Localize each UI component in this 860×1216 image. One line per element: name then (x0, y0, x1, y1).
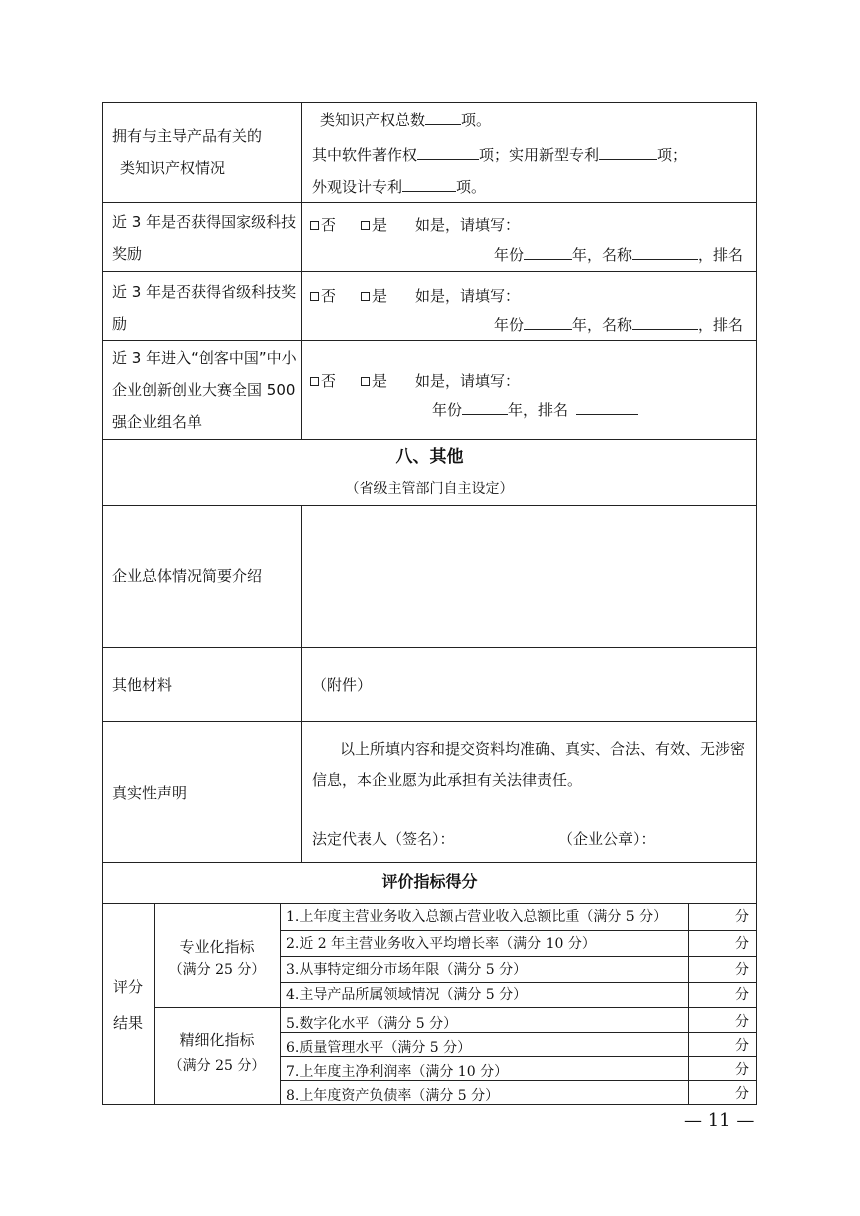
maker-china-label: 企业创新创业大赛全国 500 (112, 381, 296, 399)
score-item: 2.近 2 年主营业务收入平均增长率（满分 10 分） (286, 936, 596, 952)
group-name: 专业化指标 (179, 938, 255, 956)
row-line (102, 102, 757, 103)
section-title: 八、其他 (395, 447, 464, 467)
maker-china-detail: 年份 年，排名 (432, 400, 638, 419)
ip-total-line: 类知识产权总数 项。 (320, 111, 492, 129)
software-copyright-field[interactable] (417, 145, 479, 160)
ip-design-line: 外观设计专利 项。 (312, 178, 487, 196)
score-value-cell[interactable]: 分 (735, 1086, 749, 1102)
group-max: （满分 25 分） (168, 1058, 266, 1074)
score-value-cell[interactable]: 分 (735, 1014, 749, 1030)
score-value-cell[interactable]: 分 (735, 987, 749, 1003)
checkbox-no[interactable] (310, 221, 319, 230)
other-materials-label: 其他材料 (112, 676, 173, 694)
provincial-award-options: 否 是 如是，请填写： (310, 287, 520, 305)
overview-input[interactable] (302, 506, 756, 647)
checkbox-no[interactable] (310, 292, 319, 301)
maker-china-options: 否 是 如是，请填写： (310, 372, 520, 390)
page-number: — 11 — (684, 1110, 755, 1131)
national-award-detail: 年份 年，名称 ，排名 (494, 246, 744, 264)
section-subtitle: （省级主管部门自主设定） (345, 481, 514, 497)
row-line (102, 340, 757, 341)
row-line (102, 202, 757, 203)
provincial-award-label: 近 3 年是否获得省级科技奖 (112, 283, 297, 301)
checkbox-yes[interactable] (361, 221, 370, 230)
row-line (102, 647, 757, 648)
company-seal: （企业公章）： (558, 830, 656, 848)
declaration-label: 真实性声明 (112, 784, 188, 802)
ip-software-line: 其中软件著作权 项；实用新型专利 项； (312, 146, 688, 164)
group-max: （满分 25 分） (168, 962, 266, 978)
ip-label: 类知识产权情况 (120, 159, 226, 177)
score-value-cell[interactable]: 分 (735, 936, 749, 952)
checkbox-yes[interactable] (361, 377, 370, 386)
score-group-line (154, 1007, 756, 1008)
maker-china-label: 强企业组名单 (112, 413, 203, 431)
provincial-award-detail: 年份 年，名称 ，排名 (494, 316, 744, 334)
award-name-field[interactable] (632, 245, 698, 260)
group-name: 精细化指标 (179, 1031, 255, 1049)
national-award-label: 奖励 (112, 245, 143, 263)
year-field[interactable] (524, 315, 572, 330)
score-item: 8.上年度资产负债率（满分 5 分） (286, 1088, 500, 1104)
row-line (102, 903, 757, 904)
declaration-text: 信息，本企业愿为此承担有关法律责任。 (312, 771, 583, 789)
score-item: 5.数字化水平（满分 5 分） (286, 1016, 458, 1032)
score-value-cell[interactable]: 分 (735, 1038, 749, 1054)
score-result-label: 结果 (113, 1014, 144, 1032)
overview-label: 企业总体情况简要介绍 (112, 567, 263, 585)
score-item: 4.主导产品所属领域情况（满分 5 分） (286, 987, 528, 1003)
checkbox-no[interactable] (310, 377, 319, 386)
score-row-line (280, 982, 756, 983)
ip-label: 拥有与主导产品有关的 (112, 127, 263, 145)
legal-representative-signature: 法定代表人（签名）： (312, 830, 455, 848)
scores-title: 评价指标得分 (381, 872, 478, 891)
provincial-award-label: 励 (112, 315, 128, 333)
attachment-note: （附件） (312, 676, 373, 694)
row-line (102, 721, 757, 722)
year-field[interactable] (524, 245, 572, 260)
score-value-cell[interactable]: 分 (735, 962, 749, 978)
national-award-options: 否 是 如是，请填写： (310, 216, 520, 234)
ip-total-field[interactable] (425, 110, 461, 125)
national-award-label: 近 3 年是否获得国家级科技 (112, 213, 297, 231)
maker-china-label: 近 3 年进入“创客中国”中小 (112, 349, 297, 367)
award-name-field[interactable] (632, 315, 698, 330)
utility-patent-field[interactable] (599, 145, 657, 160)
score-item: 6.质量管理水平（满分 5 分） (286, 1040, 472, 1056)
rank-field[interactable] (576, 400, 638, 415)
score-value-cell[interactable]: 分 (735, 1062, 749, 1078)
row-line (102, 439, 757, 440)
score-row-line (280, 930, 756, 931)
row-line (102, 271, 757, 272)
declaration-text: 以上所填内容和提交资料均准确、真实、合法、有效、无涉密 (340, 740, 746, 758)
score-item: 1.上年度主营业务收入总额占营业收入总额比重（满分 5 分） (286, 909, 668, 925)
score-value-cell[interactable]: 分 (735, 909, 749, 925)
table-right-border (756, 102, 757, 1104)
score-item: 7.上年度主净利润率（满分 10 分） (286, 1064, 509, 1080)
score-row-line (280, 956, 756, 957)
design-patent-field[interactable] (402, 177, 456, 192)
score-divider (280, 903, 281, 1104)
table-left-border (102, 102, 103, 1104)
checkbox-yes[interactable] (361, 292, 370, 301)
score-item: 3.从事特定细分市场年限（满分 5 分） (286, 962, 528, 978)
row-line (102, 862, 757, 863)
year-field[interactable] (462, 400, 508, 415)
score-result-label: 评分 (113, 978, 144, 996)
